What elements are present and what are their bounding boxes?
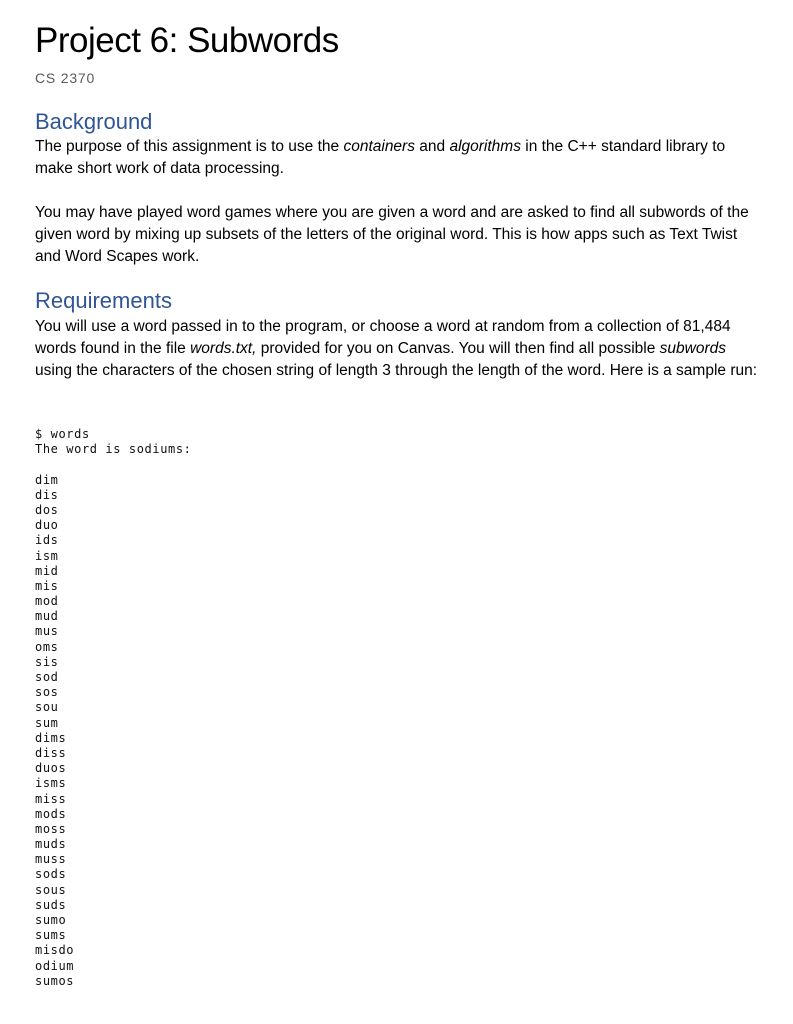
- subword-line: duos: [35, 761, 67, 776]
- subword-line: mud: [35, 609, 59, 624]
- subword-line: sou: [35, 700, 59, 715]
- subword-line: mis: [35, 578, 59, 593]
- subword-line: dis: [35, 487, 59, 502]
- blank-line: [35, 457, 192, 472]
- word-line: The word is sodiums:: [35, 442, 192, 457]
- subword-line: sous: [35, 882, 67, 897]
- subword-line: mods: [35, 806, 67, 821]
- requirements-p1-text-c: using the characters of the chosen string of length 3 through the length of the word. Here is a sample run:: [35, 362, 758, 379]
- filename-emphasis: words.txt,: [190, 340, 257, 357]
- subword-line: diss: [35, 745, 67, 760]
- requirements-paragraph-1: [35, 316, 765, 382]
- command-line: $ words: [35, 427, 90, 441]
- page-title: Project 6: Subwords: [35, 21, 339, 60]
- subword-line: muds: [35, 837, 67, 852]
- requirements-p1-text-b: provided for you on Canvas. You will then find all possible: [256, 340, 660, 357]
- subword-line: sod: [35, 670, 59, 684]
- subword-line: suds: [35, 897, 67, 912]
- subword-line: isms: [35, 776, 67, 791]
- background-p1-text-c: in the C++ standard library to make short work of data processing.: [35, 138, 726, 177]
- subword-line: dims: [35, 730, 67, 745]
- subword-line: duo: [35, 518, 59, 533]
- requirements-heading: Requirements: [35, 288, 172, 313]
- background-p1-text-a: The purpose of this assignment is to use the: [35, 138, 344, 155]
- subword-line: odium: [35, 958, 75, 973]
- background-p1-text-b: and: [414, 138, 450, 155]
- subword-line: sos: [35, 685, 59, 700]
- subword-line: miss: [35, 791, 67, 806]
- subword-line: sumo: [35, 913, 67, 927]
- subword-line: misdo: [35, 943, 75, 958]
- algorithms-emphasis: algorithms: [449, 138, 521, 155]
- requirements-p1-text-a: You will use a word passed in to the program, or choose a word at random from a collection of 81,484 words found in the file: [35, 318, 731, 357]
- subword-line: sods: [35, 867, 67, 882]
- sample-run-code-block: [35, 427, 192, 989]
- subword-line: dim: [35, 472, 59, 487]
- subword-line: sis: [35, 654, 59, 669]
- subword-line: moss: [35, 821, 67, 836]
- subword-line: mid: [35, 563, 59, 578]
- subword-line: mod: [35, 594, 59, 609]
- background-paragraph-2: You may have played word games where you are given a word and are asked to find all subwords of the given word by mixing up subsets of the letters of the original word. This is how apps such as Text Twist and Word Scapes work.: [35, 204, 749, 265]
- subword-line: sums: [35, 928, 67, 943]
- background-paragraph-1: [35, 136, 765, 180]
- subword-line: mus: [35, 624, 59, 639]
- background-heading: Background: [35, 109, 153, 134]
- subword-line: ism: [35, 548, 59, 563]
- subword-line: dos: [35, 502, 59, 517]
- subword-output-list: [35, 473, 192, 989]
- course-code: CS 2370: [35, 70, 96, 86]
- subword-line: sum: [35, 715, 59, 730]
- containers-emphasis: containers: [343, 138, 415, 155]
- subword-line: ids: [35, 533, 59, 548]
- subword-line: oms: [35, 639, 59, 654]
- subwords-emphasis: subwords: [659, 340, 727, 357]
- subword-line: muss: [35, 852, 67, 867]
- subword-line: sumos: [35, 973, 75, 988]
